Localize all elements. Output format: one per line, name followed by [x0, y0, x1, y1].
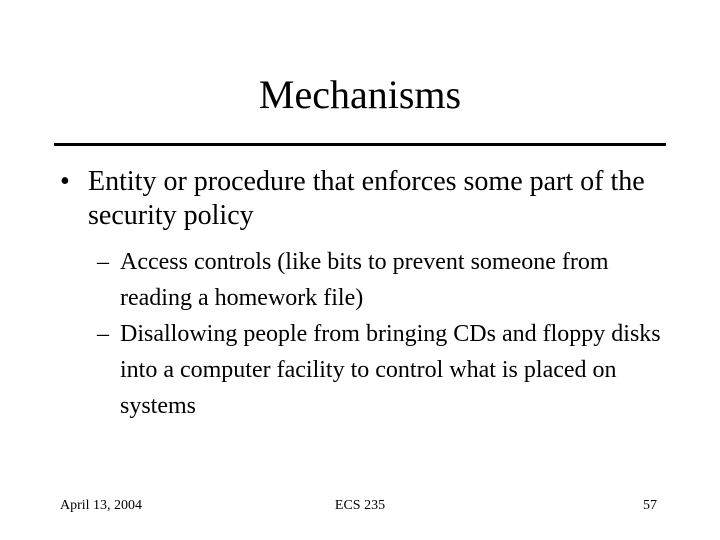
bullet-item — [60, 165, 680, 233]
sub-bullet-text: Access controls (like bits to prevent someone from reading a homework file) — [120, 249, 609, 311]
sub-bullet-item — [97, 316, 677, 424]
footer-course: ECS 235 — [334, 498, 386, 513]
footer-date: April 13, 2004 — [60, 498, 143, 513]
sub-bullet-marker: – — [97, 249, 109, 275]
sub-bullet-marker: – — [97, 321, 109, 347]
bullet-marker: • — [60, 166, 70, 197]
sub-bullet-item — [97, 244, 677, 316]
slide-title: Mechanisms — [258, 72, 462, 117]
title-divider — [54, 143, 666, 146]
footer-page-number: 57 — [643, 498, 657, 513]
sub-bullet-text: Disallowing people from bringing CDs and floppy disks into a computer facility to control what is placed on systems — [120, 321, 661, 419]
bullet-text: Entity or procedure that enforces some part of the security policy — [88, 166, 645, 231]
